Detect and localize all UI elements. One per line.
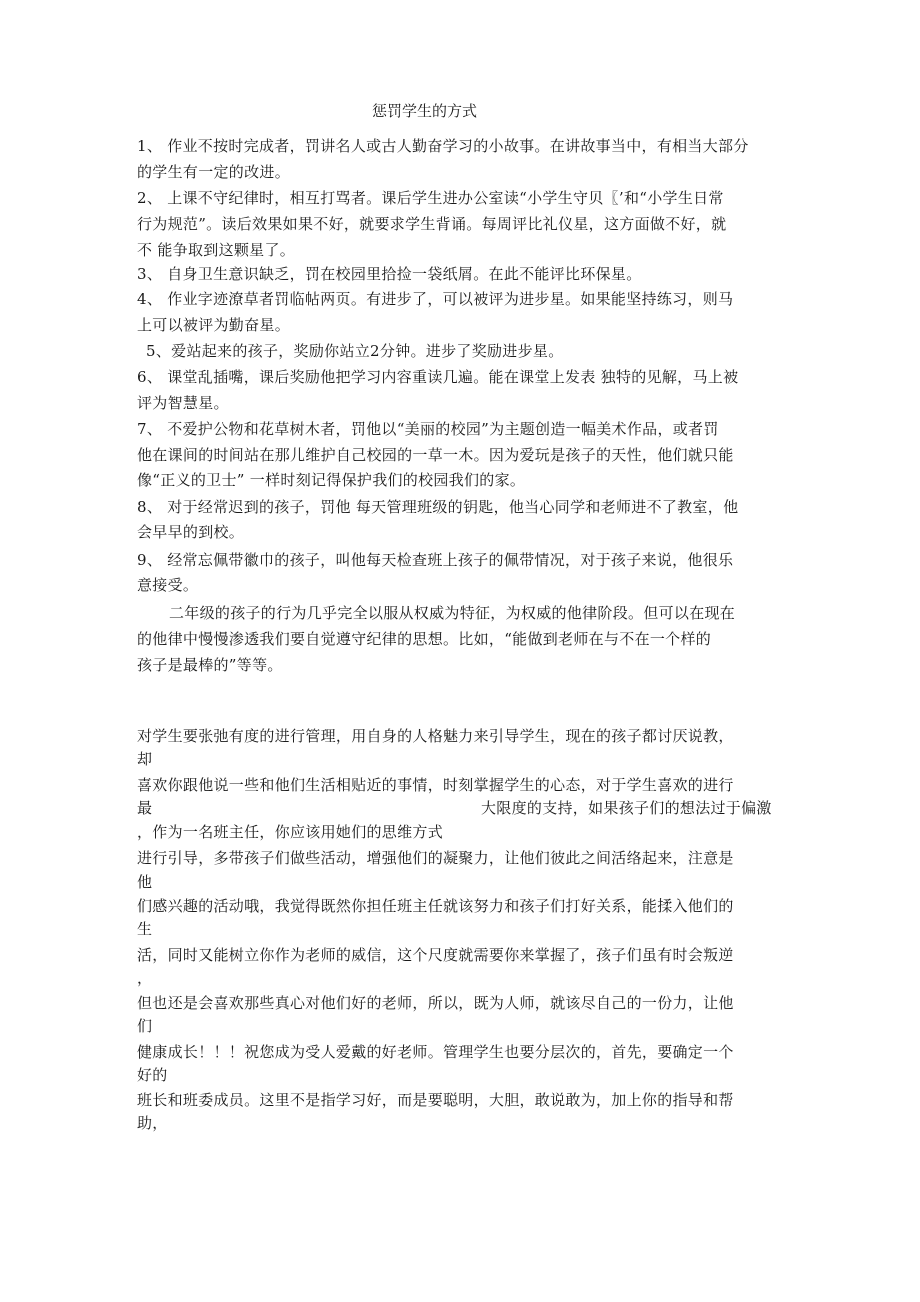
text-line: 却 xyxy=(137,750,153,768)
text-line: 3、 自身卫生意识缺乏，罚在校园里拾捡一袋纸屑。在此不能评比环保星。 xyxy=(137,265,642,283)
text-line: 的他律中慢慢渗透我们要自觉遵守纪律的思想。比如，“能做到老师在与不在一个样的 xyxy=(137,630,712,648)
text-line: 行为规范”。读后效果如果不好，就要求学生背诵。每周评比礼仪星，这方面做不好，就 xyxy=(137,215,727,233)
text-line: 们感兴趣的活动哦，我觉得既然你担任班主任就该努力和孩子们打好关系，能揉入他们的 xyxy=(137,897,734,915)
text-line: 会早早的到校。 xyxy=(137,523,245,541)
text-line: 们 xyxy=(137,1017,153,1035)
text-line: 对学生要张弛有度的进行管理，用自身的人格魅力来引导学生，现在的孩子都讨厌说教， xyxy=(137,727,734,745)
text-line: 6、 课堂乱插嘴，课后奖励他把学习内容重读几遍。能在课堂上发表 独特的见解，马上被 xyxy=(137,368,739,386)
text-line: 大限度的支持，如果孩子们的想法过于偏激 xyxy=(481,799,772,817)
text-line: 他 xyxy=(137,873,153,891)
text-line: 像“正义的卫士” 一样时刻记得保护我们的校园我们的家。 xyxy=(137,471,526,489)
page-title: 惩罚学生的方式 xyxy=(372,102,478,120)
text-line: 进行引导，多带孩子们做些活动，增强他们的凝聚力，让他们彼此之间活络起来，注意是 xyxy=(137,849,734,867)
text-line: 活，同时又能树立你作为老师的威信，这个尺度就需要你来掌握了，孩子们虽有时会叛逆 xyxy=(137,946,734,964)
text-line: 9、 经常忘佩带徽巾的孩子，叫他每天检查班上孩子的佩带情况，对于孩子来说，他很乐 xyxy=(137,551,734,569)
text-line: 意接受。 xyxy=(137,576,199,594)
text-line: 上可以被评为勤奋星。 xyxy=(137,316,291,334)
text-line: 生 xyxy=(137,920,153,938)
text-line: 健康成长！！！祝您成为受人爱戴的好老师。管理学生也要分层次的，首先，要确定一个 xyxy=(137,1043,734,1061)
text-line: 2、 上课不守纪律时，相互打骂者。课后学生进办公室读“小学生守贝〖’和“小学生日常 xyxy=(137,189,724,207)
text-line: 7、 不爱护公物和花草树木者，罚他以“美丽的校园”为主题创造一幅美术作品，或者罚 xyxy=(137,420,719,438)
text-line: 但也还是会喜欢那些真心对他们好的老师，所以，既为人师，就该尽自己的一份力，让他 xyxy=(137,994,734,1012)
text-line: ， xyxy=(137,969,153,987)
text-line: 的学生有一定的改进。 xyxy=(137,163,291,181)
text-line: 1、 作业不按时完成者，罚讲名人或古人勤奋学习的小故事。在讲故事当中，有相当大部分 xyxy=(137,137,749,155)
text-line: ，作为一名班主任，你应该用她们的思维方式 xyxy=(137,823,444,841)
text-line: 4、 作业字迹潦草者罚临帖两页。有进步了，可以被评为进步星。如果能坚持练习，则马 xyxy=(137,290,734,308)
text-line: 最 xyxy=(137,799,153,817)
text-line: 助， xyxy=(137,1114,168,1132)
text-line: 孩子是最棒的”等等。 xyxy=(137,656,283,674)
text-line: 他在课间的时间站在那儿维护自己校园的一草一木。因为爱玩是孩子的天性，他们就只能 xyxy=(137,446,734,464)
text-line: 评为智慧星。 xyxy=(137,394,229,412)
text-line: 喜欢你跟他说一些和他们生活相贴近的事情，时刻掌握学生的心态，对于学生喜欢的进行 xyxy=(137,776,734,794)
text-line: 8、 对于经常迟到的孩子，罚他 每天管理班级的钥匙，他当心同学和老师进不了教室，他 xyxy=(137,498,739,516)
text-line: 好的 xyxy=(137,1066,168,1084)
text-line: 5、爱站起来的孩子，奖励你站立2分钟。进步了奖励进步星。 xyxy=(146,342,564,360)
text-line: 不 能争取到这颗星了。 xyxy=(137,241,296,259)
text-line: 二年级的孩子的行为几乎完全以服从权威为特征，为权威的他律阶段。但可以在现在 xyxy=(169,604,736,622)
text-line: 班长和班委成员。这里不是指学习好，而是要聪明，大胆，敢说敢为，加上你的指导和帮 xyxy=(137,1091,734,1109)
